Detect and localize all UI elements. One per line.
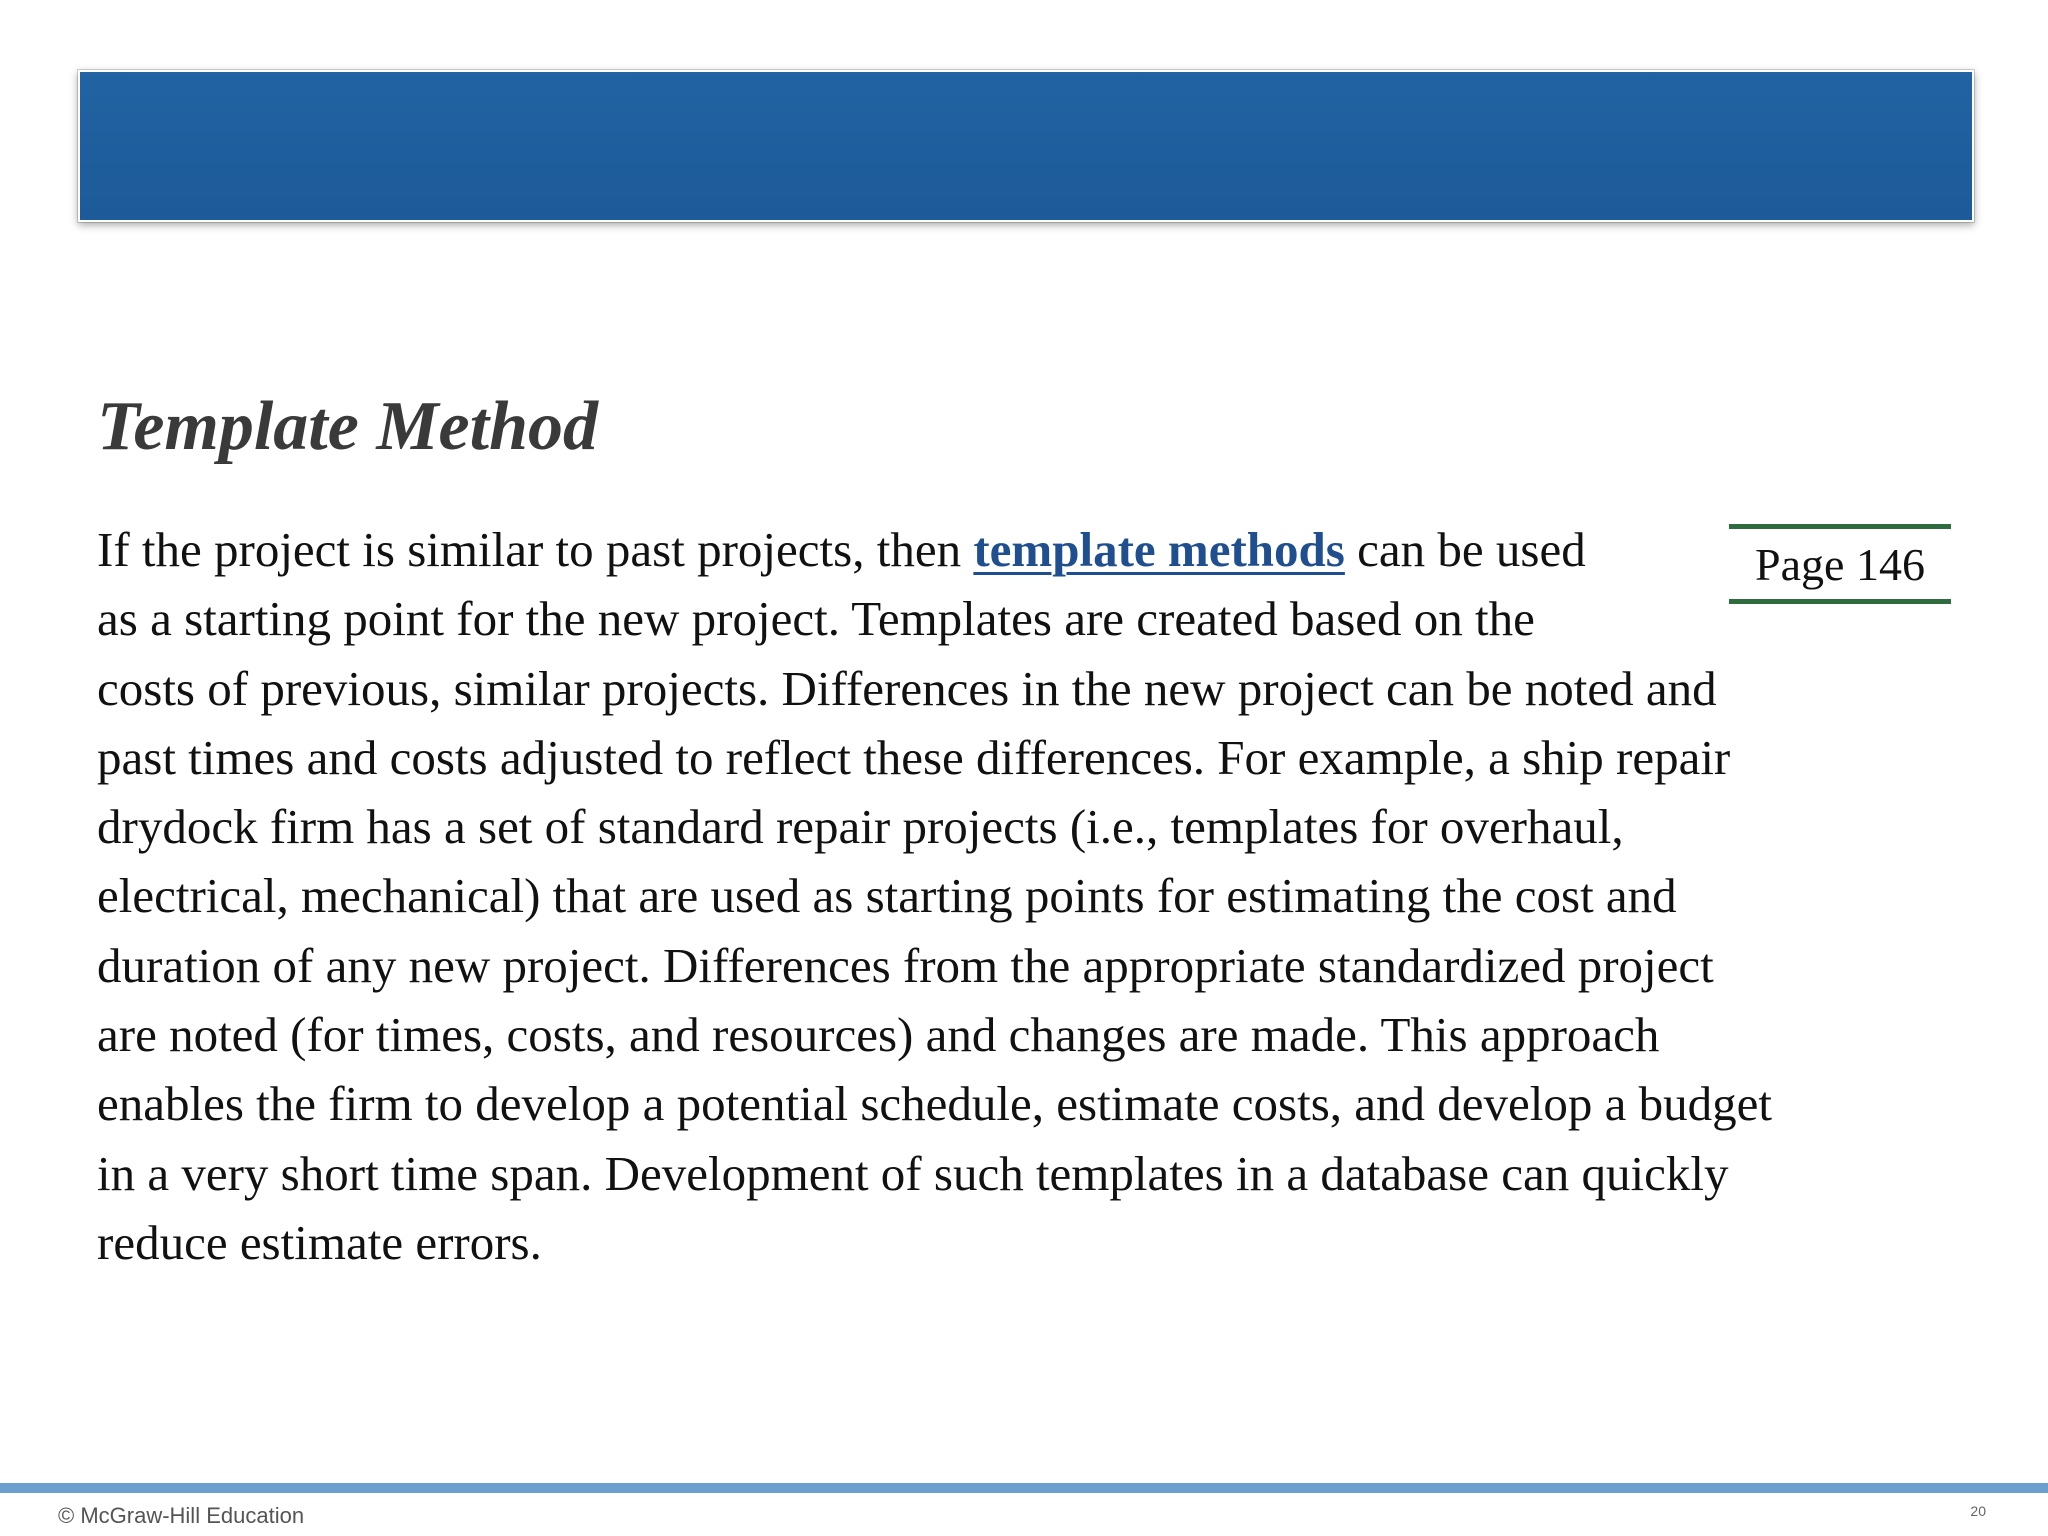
paragraph-line: are noted (for times, costs, and resources) and changes are made. This approach [97,1007,1660,1063]
template-methods-link[interactable]: template methods [973,522,1345,577]
paragraph-text: can be used [1344,522,1586,577]
page-reference-label: Page 146 [1755,538,1925,590]
paragraph-line: duration of any new project. Differences from the appropriate standardized project [97,937,1714,993]
paragraph-text: If the project is similar to past projects, then [97,522,974,577]
paragraph-line: in a very short time span. Development of such templates in a database can quickly [97,1145,1729,1201]
section-title: Template Method [97,388,599,465]
paragraph-line: enables the firm to develop a potential schedule, estimate costs, and develop a budget [97,1076,1772,1132]
paragraph-line: electrical, mechanical) that are used as starting points for estimating the cost and [97,868,1677,924]
paragraph-line [97,515,1977,584]
paragraph-line: costs of previous, similar projects. Differences in the new project can be noted and [97,660,1717,716]
footer-bar [0,1483,2048,1493]
paragraph-line: past times and costs adjusted to reflect these differences. For example, a ship repair [97,729,1731,785]
paragraph-line: reduce estimate errors. [97,1214,542,1270]
header-band [78,70,1974,222]
paragraph-line: as a starting point for the new project. Templates are created based on the [97,591,1535,647]
paragraph-line: drydock firm has a set of standard repair projects (i.e., templates for overhaul, [97,799,1624,855]
slide-number: 20 [1970,1503,1986,1519]
footer-copyright: © McGraw-Hill Education [58,1503,305,1528]
body-paragraph [97,515,1977,1277]
